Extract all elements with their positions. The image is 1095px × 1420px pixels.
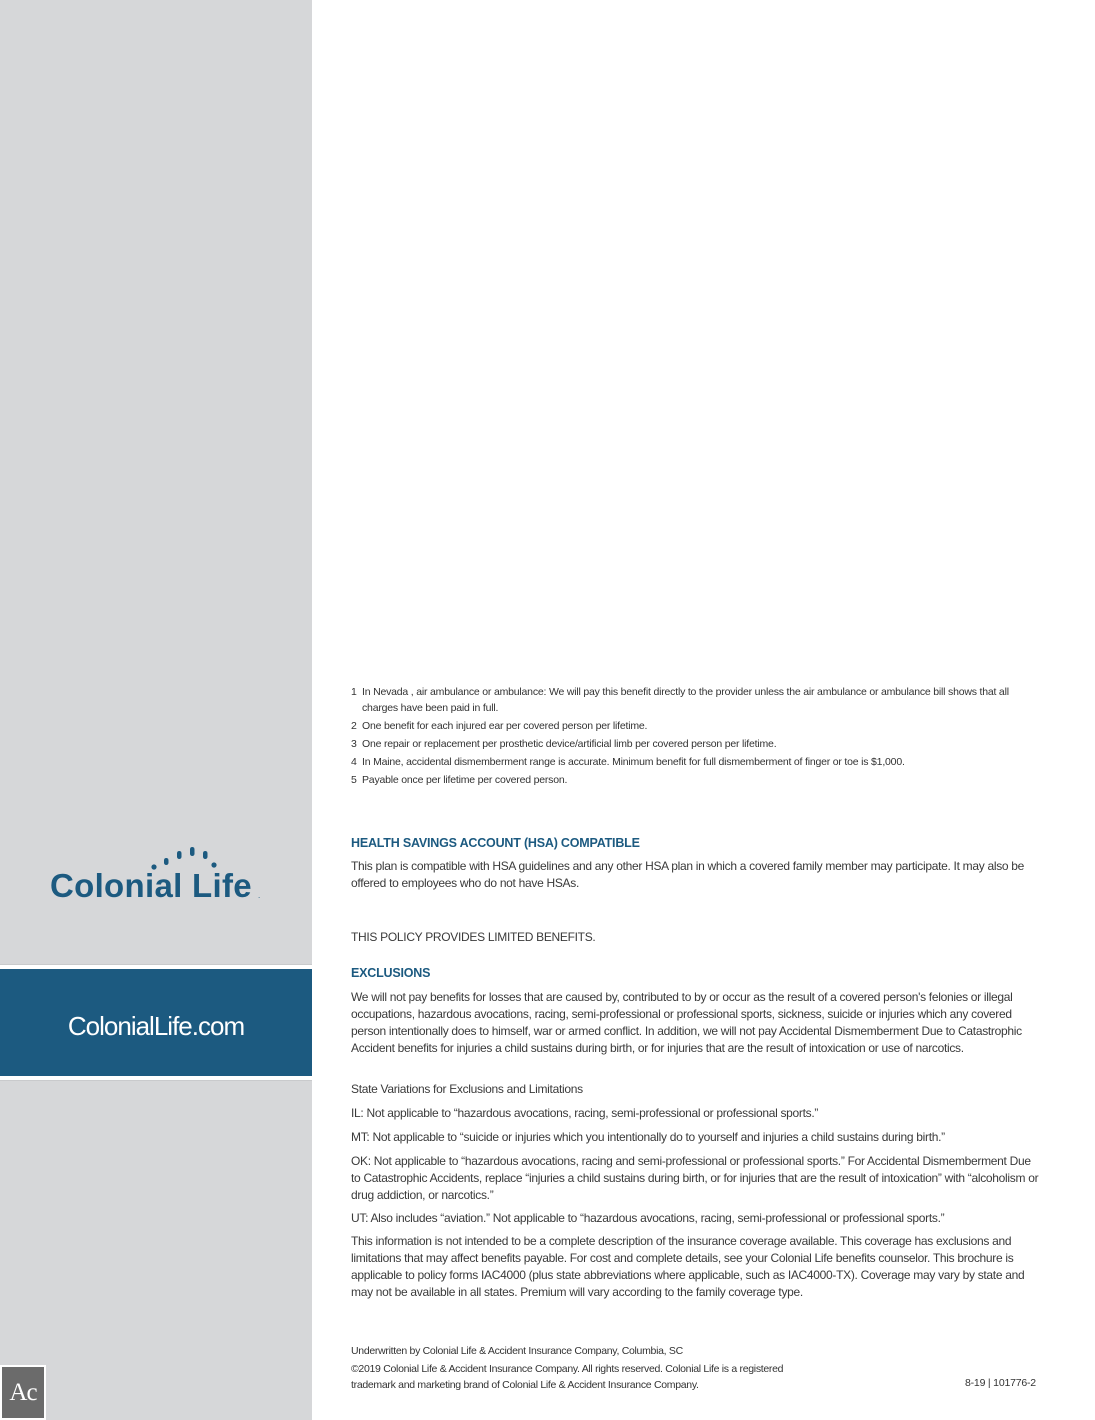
corner-badge[interactable]: Ac: [0, 1365, 46, 1420]
limited-benefits-notice: THIS POLICY PROVIDES LIMITED BENEFITS.: [351, 930, 596, 944]
footnote-text: One benefit for each injured ear per covered person per lifetime.: [362, 720, 648, 732]
footnote: [351, 718, 1041, 734]
hsa-text: This plan is compatible with HSA guidelines and any other HSA plan in which a covered family member may participate. It may also be offered to employees who do not have HSAs.: [351, 859, 1025, 890]
copyright-notice: ©2019 Colonial Life & Accident Insurance Company. All rights reserved. Colonial Life is a registered trademark and marketing brand of Colonial Life & Accident Insurance Company.: [351, 1363, 784, 1391]
footnote: [351, 754, 1041, 770]
state-variation-il: IL: Not applicable to “hazardous avocations, racing, semi-professional or professional sports.”: [351, 1106, 819, 1120]
logo-trademark: .: [258, 891, 261, 900]
form-number: 8-19 | 101776-2: [965, 1377, 1036, 1389]
footnote-number: 4: [351, 756, 357, 768]
footnote-text: Payable once per lifetime per covered person.: [362, 774, 568, 786]
exclusions-text: We will not pay benefits for losses that are caused by, contributed to by or occur as the result of a covered person's felonies or illegal occupations, hazardous avocations, racing, semi-professional or professional sports, sickness, suicide or injuries which any covered person intentionally does to himself, war or armed conflict. In addition, we will not pay Accidental Dismemberment Due to Catastrophic Accident benefits for injuries a child sustains during birth, or for injuries that are the result of intoxication or use of narcotics.: [351, 990, 1022, 1055]
state-variations-heading: State Variations for Exclusions and Limitations: [351, 1082, 583, 1096]
footnote-text: In Nevada , air ambulance or ambulance: We will pay this benefit directly to the provider unless the air ambulance or ambulance bill shows that all charges have been paid in full.: [362, 686, 1009, 714]
website-url: ColonialLife.com: [67, 1011, 245, 1041]
footnote-number: 3: [351, 738, 357, 750]
footnote: [351, 772, 1041, 788]
logo-wordmark: Colonial Life: [50, 867, 252, 904]
document-content: [351, 0, 1051, 1420]
footnote: [351, 684, 1041, 716]
colonial-life-logo: [50, 845, 280, 915]
footnotes: [351, 684, 1041, 790]
footnote-text: One repair or replacement per prosthetic device/artificial limb per covered person per lifetime.: [362, 738, 777, 750]
website-band: [0, 965, 312, 1080]
footnote-number: 1: [351, 686, 357, 698]
exclusions-heading: EXCLUSIONS: [351, 966, 431, 980]
footer: [351, 1343, 1051, 1393]
coverage-disclaimer: This information is not intended to be a complete description of the insurance coverage available. This coverage has exclusions and limitations that may affect benefits payable. For cost and complete details, see your Colonial Life benefits counselor. This brochure is applicable to policy forms IAC4000 (plus state abbreviations where applicable, such as IAC4000-TX). Coverage may vary by state and may not be available in all states. Premium will vary according to the family coverage type.: [351, 1234, 1025, 1299]
state-variation-ut: UT: Also includes “aviation.” Not applicable to “hazardous avocations, racing, semi-professional or professional sports.”: [351, 1211, 945, 1225]
footnote: [351, 736, 1041, 752]
state-variation-ok: OK: Not applicable to “hazardous avocations, racing and semi-professional or professional sports.” For Accidental Dismemberment Due to Catastrophic Accidents, replace “injuries a child sustains during birth, or for injuries that are the result of intoxication” with “alcoholism or drug addiction, or narcotics.”: [351, 1154, 1039, 1202]
footnote-number: 5: [351, 774, 357, 786]
footnote-text: In Maine, accidental dismemberment range is accurate. Minimum benefit for full dismemberment of finger or toe is $1,000.: [362, 756, 905, 768]
underwritten-by: Underwritten by Colonial Life & Accident Insurance Company, Columbia, SC: [351, 1345, 683, 1357]
hsa-heading: HEALTH SAVINGS ACCOUNT (HSA) COMPATIBLE: [351, 836, 640, 850]
footnote-number: 2: [351, 720, 357, 732]
sidebar: [0, 0, 312, 1420]
state-variation-mt: MT: Not applicable to “suicide or injuries which you intentionally do to yourself and injuries a child sustains during birth.”: [351, 1130, 945, 1144]
